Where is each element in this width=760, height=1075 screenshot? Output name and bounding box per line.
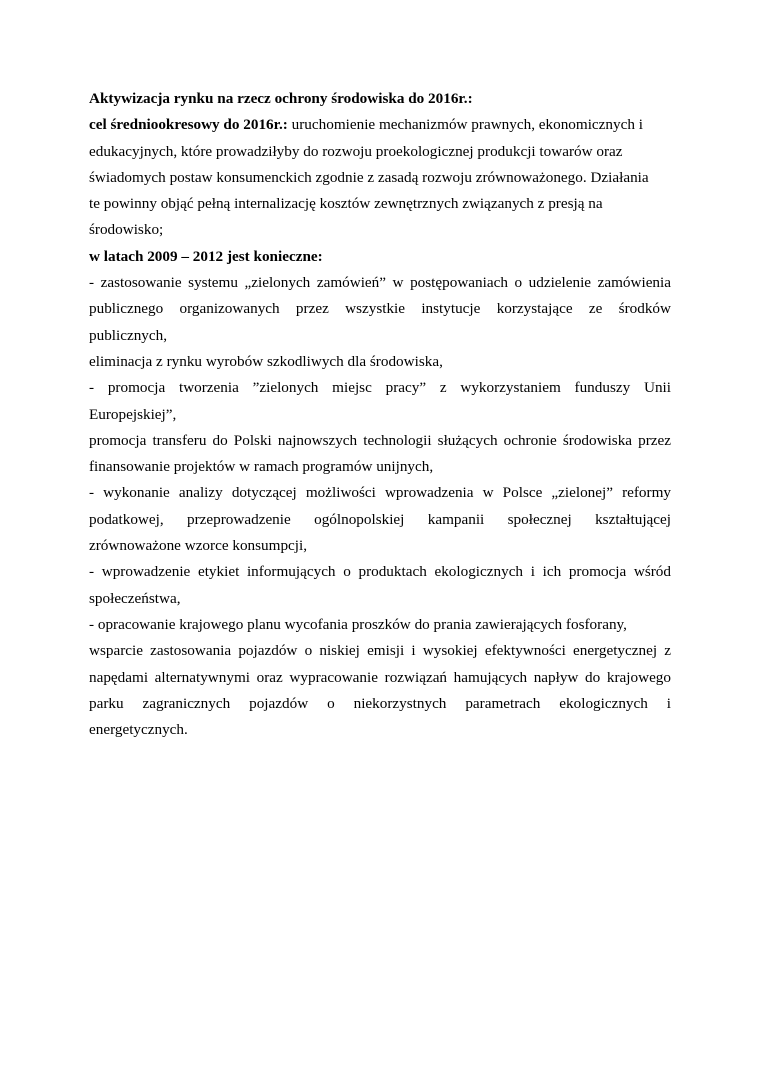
goal-paragraph	[89, 112, 671, 243]
goal-text-line-5: środowisko;	[89, 221, 164, 239]
tax-reform-line-1: - wykonanie analizy dotyczącej możliwości wprowadzenia w Polsce „zielonej” reformy	[89, 484, 671, 502]
list-item-green-jobs	[89, 375, 671, 428]
vehicles-line-4: energetycznych.	[89, 721, 188, 739]
green-jobs-line-1: - promocja tworzenia ”zielonych miejsc pracy” z wykorzystaniem funduszy Unii	[89, 379, 671, 397]
tax-reform-line-3: zrównoważone wzorce konsumpcji,	[89, 537, 308, 555]
vehicles-line-1: wsparcie zastosowania pojazdów o niskiej emisji i wysokiej efektywności energetycznej z	[89, 642, 671, 660]
list-item-technology-transfer	[89, 428, 671, 481]
green-procurement-line-1: - zastosowanie systemu „zielonych zamówień” w postępowaniach o udzielenie zamówienia	[89, 274, 671, 292]
goal-label: cel średniookresowy do 2016r.:	[89, 116, 288, 134]
green-procurement-line-3: publicznych,	[89, 326, 168, 344]
vehicles-line-2: napędami alternatywnymi oraz wypracowanie rozwiązań hamujących napływ do krajowego	[89, 668, 671, 686]
green-jobs-line-2: Europejskiej”,	[89, 405, 177, 423]
document-body	[89, 86, 671, 743]
vehicles-line-3: parku zagranicznych pojazdów o niekorzystnych parametrach ekologicznych i	[89, 694, 671, 712]
green-procurement-line-2: publicznego organizowanych przez wszystkie instytucje korzystające ze środków	[89, 300, 671, 318]
list-item-eco-labels	[89, 559, 671, 612]
list-item-detergents: - opracowanie krajowego planu wycofania proszków do prania zawierających fosforany,	[89, 615, 627, 633]
eco-labels-line-1: - wprowadzenie etykiet informujących o produktach ekologicznych i ich promocja wśród	[89, 563, 671, 581]
goal-text-line-2: edukacyjnych, które prowadziłyby do rozwoju proekologicznej produkcji towarów oraz	[89, 142, 623, 160]
document-title: Aktywizacja rynku na rzecz ochrony środowiska do 2016r.:	[89, 90, 473, 107]
tax-reform-line-2: podatkowej, przeprowadzenie ogólnopolskiej kampanii społecznej kształtującej	[89, 510, 671, 528]
technology-transfer-line-2: finansowanie projektów w ramach programów unijnych,	[89, 458, 434, 476]
list-item-vehicles	[89, 638, 671, 743]
technology-transfer-line-1: promocja transferu do Polski najnowszych technologii służących ochronie środowiska przez	[89, 431, 671, 449]
list-item-green-procurement	[89, 270, 671, 349]
goal-text-line-1: uruchomienie mechanizmów prawnych, ekonomicznych i	[287, 116, 643, 134]
list-item-tax-reform	[89, 480, 671, 559]
goal-text-line-3: świadomych postaw konsumenckich zgodnie z zasadą rozwoju zrównoważonego. Działania	[89, 168, 649, 186]
section-heading: w latach 2009 – 2012 jest konieczne:	[89, 247, 323, 265]
goal-text-line-4: te powinny objąć pełną internalizację kosztów zewnętrznych związanych z presją na	[89, 195, 603, 213]
list-item-elimination: eliminacja z rynku wyrobów szkodliwych dla środowiska,	[89, 352, 443, 370]
eco-labels-line-2: społeczeństwa,	[89, 589, 181, 607]
